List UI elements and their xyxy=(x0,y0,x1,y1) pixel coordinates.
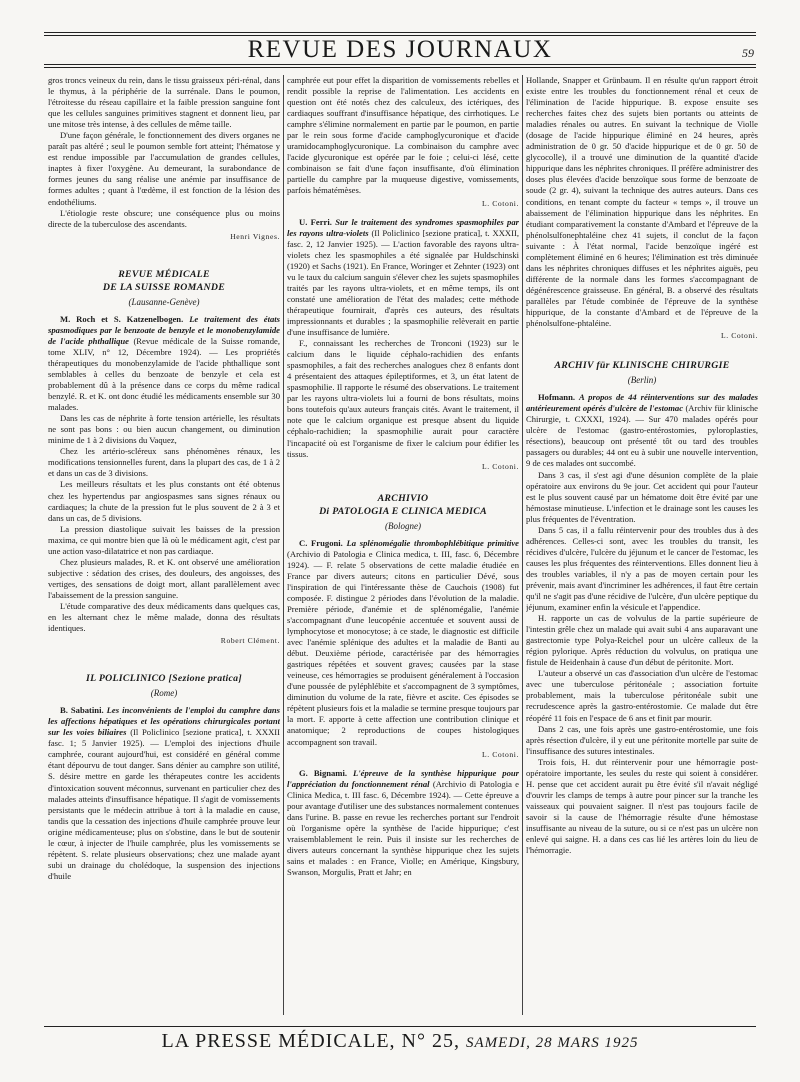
section-location: (Berlin) xyxy=(627,375,657,386)
article-authors: Hofmann. xyxy=(538,392,576,403)
article-body: (Revue médicale de la Suisse romande, tome XLIV, n° 12, Décembre 1924). — Les propriétés thérapeutiques du monobenzylamide de l'acide phthallique sont semblables à celles du benzoate de benzyle et cela est probablement dû à la présence dans ce corps du même radical benzylé. R. et K. ont donc étudié les médicaments ensemble sur 30 malades. xyxy=(48,335,280,413)
paragraph: Trois fois, H. dut réintervenir pour une hémorragie post-opératoire importante, les seules du reste qui soient à considérer. H. pense que cet accident aurait pu être évité s'il n'avait négligé d'ouvrir les clamps de temps à autre pour pincer sur la tranche les vaisseaux qui pouvaient saigner. Il n'est pas toujours facile de savoir si la cause de l'hémorragie résulte d'une hémostase insuffisante au niveau de la suture, ou si ce n'est pas un ulcère non enlevé qui saigne. H. a dans ces cas lié les artères loin du lieu de l'hémorragie. xyxy=(526,756,758,856)
paragraph: L'étiologie reste obscure; une conséquence plus ou moins directe de la tuberculose des ascendants. xyxy=(48,207,280,229)
paragraph: Chez plusieurs malades, R. et K. ont observé une amélioration subjective : sédation des crises, des douleurs, des angoisses, des vertiges, des sensations de doigt mort, allant parallèlement avec l'abaissement de la pression sanguine. xyxy=(48,556,280,600)
footer-date: SAMEDI, 28 MARS 1925 xyxy=(466,1035,639,1051)
article-authors: M. Roch et S. Katzenelbogen. xyxy=(60,313,184,324)
footer-journal: LA PRESSE MÉDICALE, N° 25, xyxy=(161,1030,460,1052)
article-body: (Il Policlinico [sezione pratica], t. XXXII fasc. 1; 5 Janvier 1925). — L'emploi des injections d'huile camphrée, courant aujourd'hui, est considéré en général comme étant dépourvu de tout danger. Sans dénier au camphre son utilité, S. désire mettre en garde les thérapeutes contre les accidents d'intoxication souvent méconnus, survenant en particulier chez des malades atteints d'insuffisance hépatique. Il s'agit de vomissements persistants que le médecin attribue à tort à la maladie en cause, tandis que la cessation des injections d'huile camphrée prouve leur origine médicamenteuse; plus on s'obstine, dans le but de soutenir le cœur, à injecter de l'huile camphrée, plus les vomissements se répètent. S. relate plusieurs observations; chez une malade ayant subi un drainage du cholédoque, la suspension des injections d'huile xyxy=(48,727,280,881)
article xyxy=(48,314,280,413)
column-1 xyxy=(48,75,280,1017)
paragraph: Dans 3 cas, il s'est agi d'une désunion complète de la plaie opératoire aux environs du 9e jour. Cet accident qui pour l'auteur est le plus souvent causé par un hématome doit être évité par une hémostase minutieuse. L'infection et le drainage sont les causes les plus fréquentes de l'éventration. xyxy=(526,469,758,524)
section-location: (Rome) xyxy=(150,688,178,699)
paragraph: Les meilleurs résultats et les plus constants ont été obtenus chez les hypertendus par angiospasmes sans signes rénaux ou cardiaques; la chute de la pression fut le plus souvent de 2 à 3 et dans un cas, de 5 divisions. xyxy=(48,479,280,523)
author-signature: L. Cotoni. xyxy=(720,331,758,341)
article-title: Le traitement des états spasmodiques par le benzoate de benzyle et le monobenzylamide de l'acide phthallique xyxy=(48,313,280,346)
author-signature: L. Cotoni. xyxy=(481,461,519,471)
header-rule-top xyxy=(44,32,756,33)
article-body: (Archivio di Patologia e Clinica medica, t. III, fasc. 6, Décembre 1924). — F. relate 5 observations de cette maladie étudiée en France par divers auteurs; citons en particulier Dévé, sous l'inspiration de qui l'intéressante thèse de Cauchois (1908) fut composée. F. distingue 2 périodes dans l'évolution de la maladie. Première période, d'anémie et de splénomégalie, l'anémie s'accompagnant d'une leucopénie accentuée et souvent aussi de lymphocytose et monocytose; à ce stade, le diagnostic est difficile avec l'anémie splénique des adultes et la maladie de Banti au début. Deuxième période, caractérisée par des hémorragies gastriques répétées et souvent graves; causées par la stase veineuse, ces hémorragies se produisent généralement à l'occasion d'une poussée de pyléphlébite et s'accompagnent de 3 symptômes, diminution du volume de la rate, fièvre et ascite. Ces épisodes se répètent plusieurs fois et la maladie se termine presque toujours par la mort. F. apporte à cette affection une contribution clinique et anatomique; 2 reproductions de coupes histologiques accompagnent son travail. xyxy=(287,548,519,747)
section-location: (Bologne) xyxy=(385,520,421,531)
section-title: Di PATOLOGIA E CLINICA MEDICA xyxy=(319,505,487,517)
section-title: IL POLICLINICO [Sezione pratica] xyxy=(86,673,242,685)
column-divider xyxy=(283,75,284,1015)
paragraph: D'une façon générale, le fonctionnement des divers organes ne paraît pas altéré ; seul le poumon semble fort atteint; l'hématose y est rendue impossible par l'accumulation de grandes cellules, inaptes à fixer l'oxygène. Au demeurant, la surabondance de formes jeunes du sang réalise une anémie par insuffisance de formes adultes ; quant à l'œdème, il est fonction de la lésion des endothéliums. xyxy=(48,130,280,207)
article-authors: B. Sabatini. xyxy=(60,705,104,716)
article xyxy=(287,768,519,878)
paragraph: Dans les cas de néphrite à forte tension artérielle, les résultats ne sont pas bons : ou bien aucun changement, ou diminution minime de 1 à 2 divisions du Vaquez, xyxy=(48,413,280,446)
column-divider xyxy=(522,75,523,1015)
page-footer xyxy=(0,1030,800,1053)
article-title: L'épreuve de la synthèse hippurique pour l'appréciation du fonctionnement rénal xyxy=(287,767,519,789)
section-title: ARCHIV für KLINISCHE CHIRURGIE xyxy=(554,360,730,372)
paragraph: F., connaissant les recherches de Tronconi (1923) sur le calcium dans le liquide céphalo-rachidien des enfants spasmophiles, a fait des recherches analogues chez 8 enfants dont 4 présentaient des attaques épileptiformes, et 3, un état latent de spasmophilie. Il rapporte le résumé des observations. Le traitement par les rayons ultra-violets lui a fourni de bons résultats, moins bons toutefois qu'aux auteurs français cités. Avant le traitement, il note que le calcium organique est presque absent du liquide céphalo-rachidien; la spasmophilie aurait pour caractère l'incapacité où est l'organisme de fixer le calcium pour édifier les tissus. xyxy=(287,338,519,459)
article-authors: U. Ferri. xyxy=(299,216,332,227)
column-3 xyxy=(526,75,758,1017)
page-title: REVUE DES JOURNAUX xyxy=(247,36,553,63)
paragraph: Chez les artério-scléreux sans phénomènes rénaux, les modifications tensionnelles furent, dans la plupart des cas, de 1 à 2 et dans un cas de 3 divisions. xyxy=(48,446,280,479)
author-signature: L. Cotoni. xyxy=(481,198,519,208)
section-title: REVUE MÉDICALE xyxy=(118,268,210,280)
paragraph: Hollande, Snapper et Grünbaum. Il en résulte qu'un rapport étroit existe entre les troubles du fonctionnement rénal et ceux de l'élimination de l'acide hippurique. B. expose ensuite ses recherches faites chez des sujets bien portants ou atteints de maladies rénales ou autres. En suivant la technique de Violle (dosage de l'acide hippurique éliminé en 24 heures, après administration de 0 gr. 50 d'acide hippurique et de 0 gr. 50 de glycocolle), il a trouvé une diminution de la quantité d'acide hippurique dans les néphrites chroniques. Il préfère administrer des doses plus élevées d'acide benzoïque sous forme de benzoate de soude (2 gr. 4), suivant la technique des autres auteurs. Dans ces conditions, en tenant compte du facteur « temps », il trouve un abaissement de l'élimination hippurique dans les néphrites. En étudiant comparativement la constante d'Ambard et l'épreuve de la phénolsulfonephtaléine chez 41 sujets, il conclut de la façon suivante : À l'état normal, l'acide benzoïque ingéré est complètement éliminé en 6 heures; l'élimination est très diminuée dans les néphrites chroniques diffuses et les néphrites aiguës, peu différente de la normale dans les formes s'accompagnant de dégénérescence graisseuse. En général, B. a observé des résultats parallèles par l'étude combinée de l'épreuve de la synthèse hippurique, de la constante d'Ambard et de l'épreuve de la phénolsulfone-phtaléine. xyxy=(526,75,758,329)
paragraph: Dans 2 cas, une fois après une gastro-entérostomie, une fois après résection d'ulcère, il y eut une péritonite mortelle par suite de l'insuffisance des sutures intestinales. xyxy=(526,723,758,756)
paragraph: camphrée eut pour effet la disparition de vomissements rebelles et rendit possible la reprise de l'alimentation. Les accidents en question ont été notés chez des calculeux, des ictériques, des cardiaques souffrant d'insuffisance hépatique, des cirrhotiques. Le camphre s'élimine normalement en partie par le poumon, en partie par le rein sous forme d'acide camphoglycuronique et d'acide uramidocamphoglycuronique. La combinaison du camphre avec l'acide glycuronique est opérée par le foie ; celui-ci lésé, cette combinaison se fait d'une façon insuffisante, d'où élimination partielle du camphre par la muqueuse digestive, vomissements, parfois hématémèses. xyxy=(287,75,519,196)
author-signature: L. Cotoni. xyxy=(481,749,519,759)
article-title: La splénomégalie thrombophlébitique primitive xyxy=(346,537,519,548)
paragraph: H. rapporte un cas de volvulus de la partie supérieure de l'intestin grêle chez un malade qui avait subi 4 ans auparavant une gastrectomie type Polya-Reichel pour un ulcère calleux de la région pylorique. Après réduction du volvulus, on pratiqua une fistule de Heidenhain à cause d'un début de péritonite. Mort. xyxy=(526,613,758,668)
section-title: DE LA SUISSE ROMANDE xyxy=(102,281,226,293)
header-rule-bottom-2 xyxy=(44,67,756,68)
header-rule-bottom xyxy=(44,64,756,65)
section-title: ARCHIVIO xyxy=(377,492,429,504)
page-number: 59 xyxy=(742,46,754,60)
article-authors: C. Frugoni. xyxy=(299,537,343,548)
article xyxy=(48,705,280,882)
article xyxy=(526,392,758,469)
paragraph: La pression diastolique suivait les baisses de la pression maxima, ce qui montre bien que là où le médicament agit, c'est par une action vaso-dilatatrice et non pas cardiaque. xyxy=(48,523,280,556)
article-body: (Archiv für klinische Chirurgie, t. CXXXI, 1924). — Sur 470 malades opérés pour ulcère de l'estomac (gastro-entérostomies, pyloroplasties, résections), beaucoup ont présenté tôt ou tard des troubles passagers ou durables; 44 ont eu à subir une nouvelle intervention, 9 de ces malades ont succombé. xyxy=(526,403,758,469)
article xyxy=(287,538,519,748)
paragraph: gros troncs veineux du rein, dans le tissu graisseux péri-rénal, dans le thymus, à la périphérie de la surrénale. Dans le poumon, l'étroitesse du réseau capillaire et la faible pression sanguine font que les cellules sanguines primitives stagnent et donnent lieu, par une mitose très intense, à des cellules de même taille. xyxy=(48,75,280,130)
footer-rule xyxy=(44,1026,756,1027)
article-body: (Archivio di Patologia e Clinica Medica, t. III fasc. 6, Décembre 1924). — Cette épreuve a pour avantage d'utiliser une des substances normalement contenues dans l'urine. B. passe en revue les recherches portant sur l'endroit où l'organisme opère la synthèse de l'acide hippurique; c'est vraisemblablement le rein. Puis il insiste sur les recherches de divers auteurs concernant la synthèse hippurique chez les sujets sains et malades : en France, Violle; en Amérique, Kingsbury, Swanson, Morgulis, Pratt et Jahr; en xyxy=(287,778,519,878)
article-body: (Il Policlinico [sezione pratica], t. XXXII, fasc. 2, 12 Janvier 1925). — L'action favorable des rayons ultra-violets chez les spasmophiles a été signalée par Huldschinski (1920) et Sachs (1921). En France, Woringer et Zehnter (1923) ont vu le taux du calcium sanguin s'élever chez les sujets spasmophiles traités par les rayons ultra-violets, et en même temps, ils ont constaté une amélioration de l'état des malades; cette méthode thérapeutique fournirait, d'après ces auteurs, des résultats impressionnants et durables ; la spasmophilie relèverait en partie d'une insuffisance de lumière. xyxy=(287,227,519,338)
paragraph: L'auteur a observé un cas d'association d'un ulcère de l'estomac avec une tuberculose péritonéale ; association fortuite probablement, mais la tuberculose péritonéale subit une recrudescence après la gastro-entérostomie. Ce malade dut être réopéré 11 fois en l'espace de 6 ans et finit par mourir. xyxy=(526,668,758,723)
paragraph: L'étude comparative des deux médicaments dans quelques cas, en les alternant chez le même malade, donna des résultats identiques. xyxy=(48,600,280,634)
column-2 xyxy=(287,75,519,1017)
paragraph: Dans 5 cas, il a fallu réintervenir pour des troubles dus à des adhérences. Celles-ci sont, avec les troubles du transit, les récidives d'ulcère, l'ulcère du jéjunum et le cancer de l'estomac, les causes les plus fréquentes des réinterventions. Elles donnent lieu à des troubles variables, il n'y a pas de moyen certain pour les prévenir, mais avant d'incriminer les adhérences, il faut être certain qu'il ne s'agit pas d'une récidive de l'ulcère, d'un ulcère peptique du jéjunum, examiner enfin la vésicule et l'appendice. xyxy=(526,524,758,613)
article xyxy=(287,217,519,339)
article-title: Les inconvénients de l'emploi du camphre dans les affections hépatiques et les opérations chirurgicales portant sur les voies biliaires xyxy=(48,705,280,738)
article-title: Sur le traitement des syndromes spasmophiles par les rayons ultra-violets xyxy=(287,216,519,238)
article-title: A propos de 44 réinterventions sur des malades antérieurement opérés d'ulcère de l'estomac xyxy=(526,392,758,414)
author-signature: Robert Clément. xyxy=(220,636,280,646)
section-location: (Lausanne-Genève) xyxy=(128,296,200,307)
article-authors: G. Bignami. xyxy=(299,767,348,778)
author-signature: Henri Vignes. xyxy=(230,231,280,241)
